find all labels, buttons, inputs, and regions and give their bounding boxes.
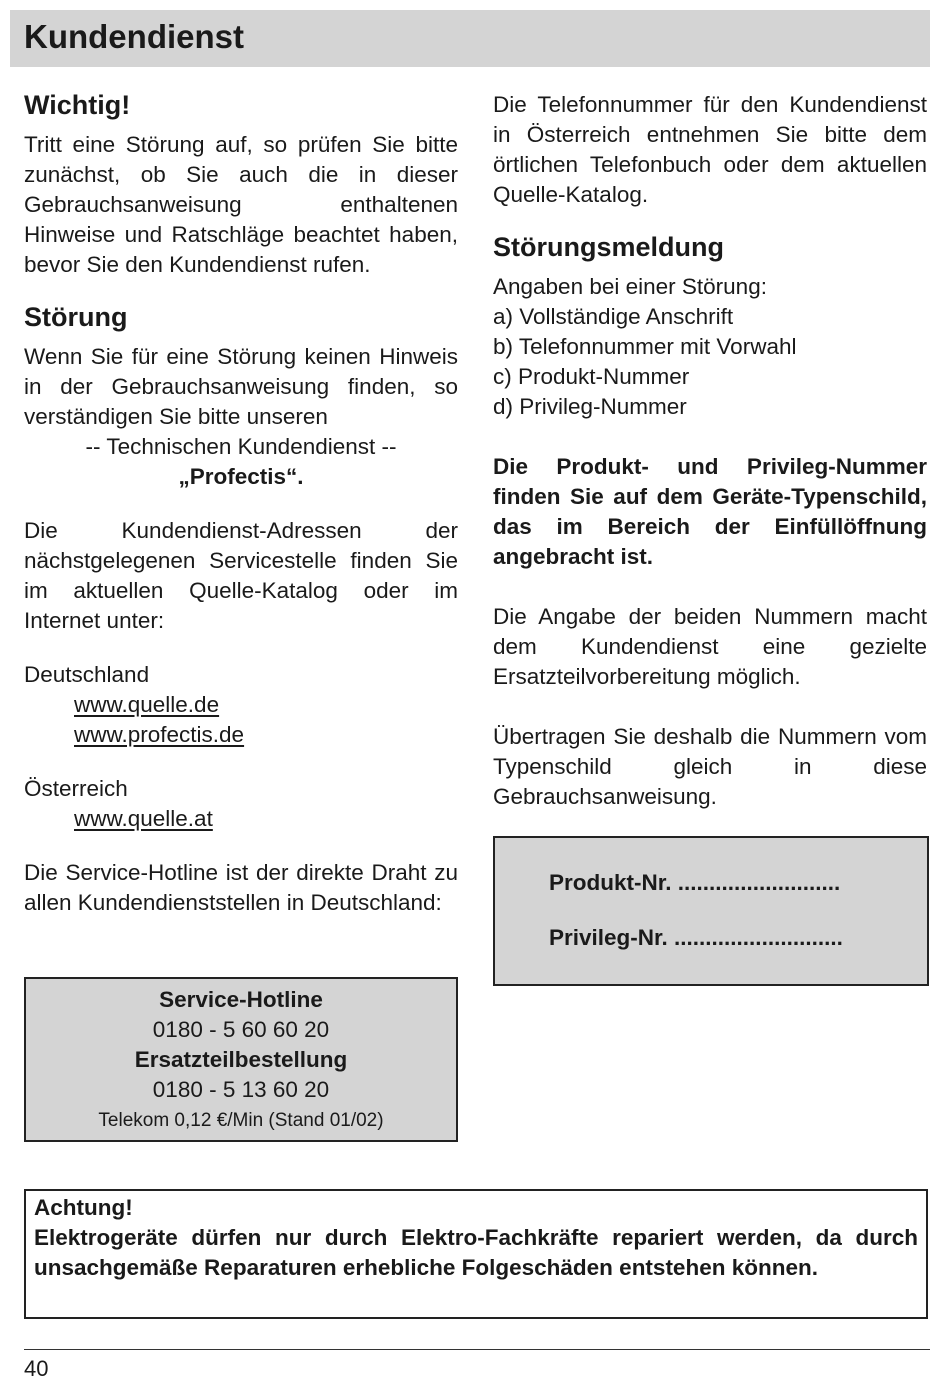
number-entry-box [493,836,929,986]
stoerung-service: -- Technischen Kundendienst -- [85,434,397,459]
hotline-box [24,977,458,1142]
ersatz-number: 0180 - 5 13 60 20 [152,1077,330,1102]
wichtig-text: Tritt eine Störung auf, so prüfen Sie bitte zunächst, ob Sie auch die in dieser Gebrauchsanweisung enthaltenen Hinweise und Ratschläge beachtet haben, bevor Sie den Kundendienst rufen. [24,132,458,277]
stoerung-heading: Störung [24,302,128,332]
oesterreich-label: Österreich [24,776,128,801]
link-profectis-de[interactable]: www.profectis.de [74,722,245,747]
typenschild-text: Die Produkt- und Privileg-Nummer finden Sie auf dem Geräte-Typenschild, das im Bereich der Einfüllöffnung angebracht ist. [493,454,927,569]
adressen-text: Die Kundendienst-Adressen der nächstgelegenen Servicestelle finden Sie im aktuellen Quelle-Katalog oder im Internet unter: [24,518,458,633]
list-item: d) Privileg-Nummer [493,394,687,419]
list-item: a) Vollständige Anschrift [493,304,734,329]
warning-box [24,1189,928,1319]
stoerung-name: „Profectis“. [178,464,304,489]
angaben-list [493,302,927,422]
angaben-label: Angaben bei einer Störung: [493,274,767,299]
link-quelle-de[interactable]: www.quelle.de [74,692,220,717]
tariff-note: Telekom 0,12 €/Min (Stand 01/02) [98,1110,384,1131]
privileg-nr-field: Privileg-Nr. ........................... [549,925,843,950]
list-item: c) Produkt-Nummer [493,364,690,389]
left-column [24,90,458,918]
uebertragen-text: Übertragen Sie deshalb die Nummern vom Typenschild gleich in diese Gebrauchsanweisung. [493,724,927,809]
list-item: b) Telefonnummer mit Vorwahl [493,334,797,359]
hotline-text: Die Service-Hotline ist der direkte Draht zu allen Kundendienststellen in Deutschland: [24,860,458,915]
produkt-nr-field: Produkt-Nr. .......................... [549,870,841,895]
warning-text: Elektrogeräte dürfen nur durch Elektro-Fachkräfte repariert werden, da durch unsachgemäße Reparaturen erhebliche Folgeschäden entstehen können. [34,1225,918,1280]
telefon-text: Die Telefonnummer für den Kundendienst in Österreich entnehmen Sie bitte dem örtlichen Telefonbuch oder dem aktuellen Quelle-Katalog. [493,92,927,207]
stoerungsmeldung-heading: Störungsmeldung [493,232,724,262]
ersatz-label: Ersatzteilbestellung [134,1047,348,1072]
page-title: Kundendienst [24,18,244,55]
link-quelle-at[interactable]: www.quelle.at [74,806,213,831]
hotline-number: 0180 - 5 60 60 20 [152,1017,330,1042]
wichtig-heading: Wichtig! [24,90,131,120]
footer-divider [24,1349,930,1350]
warning-title: Achtung! [34,1195,133,1220]
deutschland-label: Deutschland [24,662,150,687]
stoerung-text: Wenn Sie für eine Störung keinen Hinweis in der Gebrauchsanweisung finden, so verständigen Sie bitte unseren [24,344,458,429]
hotline-label: Service-Hotline [159,987,323,1012]
angabe-text: Die Angabe der beiden Nummern macht dem Kundendienst eine gezielte Ersatzteilvorbereitung möglich. [493,604,927,689]
right-column [493,90,927,812]
header-bar [10,10,930,67]
page-number: 40 [24,1356,49,1381]
